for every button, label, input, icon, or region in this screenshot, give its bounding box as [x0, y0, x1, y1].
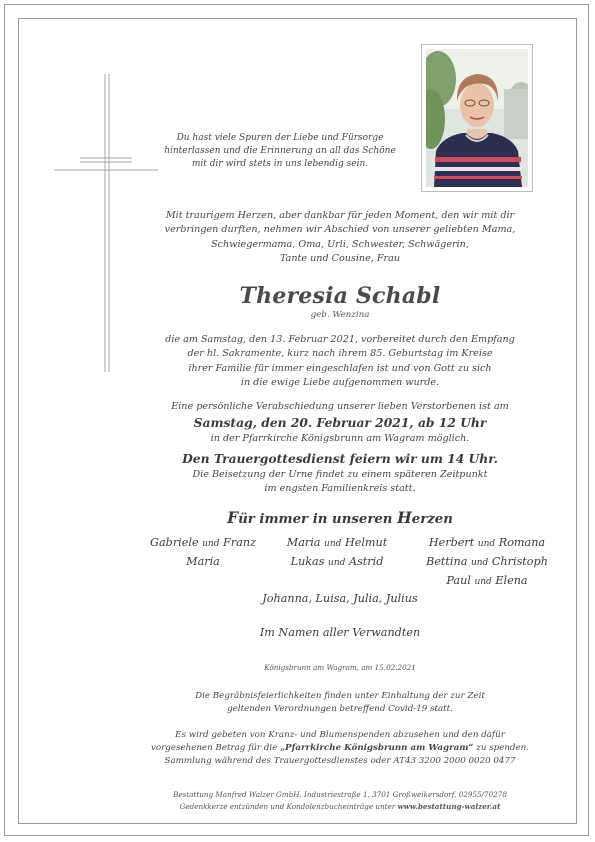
intro-line: Mit traurigem Herzen, aber dankbar für jeden Moment, den wir mit dir	[165, 210, 515, 221]
intro-line: Schwiegermama, Oma, Urli, Schwester, Schwägerin,	[211, 238, 469, 250]
mourner-und: und	[470, 558, 489, 568]
service-title: Den Trauergottesdienst feiern wir um 14 Uhr.	[182, 451, 498, 466]
covid-notice	[140, 690, 540, 716]
mourner-und: und	[328, 558, 346, 568]
mourner-und: und	[202, 539, 220, 549]
burial-line: im engsten Familienkreis statt.	[264, 483, 416, 495]
footer-company: Bestattung Manfred Walzer GmbH, Industriestraße 1, 3701 Großweikersdorf, 02955/70278	[173, 790, 507, 799]
mourners-column-2	[266, 534, 408, 572]
mourner-name: Bettina	[426, 555, 468, 568]
heading-text-2: erzen	[411, 512, 453, 527]
biography-line: der hl. Sakramente, kurz nach ihrem 85. Geburtstag im Kreise	[187, 348, 493, 360]
burial-note	[140, 468, 540, 497]
mourner-name: Lukas	[290, 555, 325, 568]
poem-line: hinterlassen und die Erinnerung an all das Schöne	[164, 145, 396, 156]
mourner-name: Astrid	[348, 555, 384, 568]
poem-line: mit dir wird stets in uns lebendig sein.	[191, 158, 369, 169]
mourner-name: Gabriele	[150, 536, 199, 549]
mourners-column-1	[140, 534, 266, 570]
donation-notice	[120, 729, 560, 768]
donation-line: Sammlung während des Trauergottesdienstes oder AT43 3200 2000 0020 0477	[164, 756, 516, 766]
mourner-und: und	[324, 539, 342, 549]
mourner-name: Franz	[223, 536, 256, 549]
mourner-name: Maria	[286, 536, 321, 549]
donation-recipient: „Pfarrkirche Königsbrunn am Wagram“	[280, 743, 474, 753]
donation-line: Es wird gebeten von Kranz- und Blumenspenden abzusehen und den dafür	[175, 730, 505, 740]
farewell-date: Samstag, den 20. Februar 2021, ab 12 Uhr	[193, 415, 487, 430]
mourner-entry	[408, 553, 566, 572]
mourner-entry	[408, 572, 566, 591]
mourner-name: Herbert	[428, 536, 475, 549]
burial-line: Die Beisetzung der Urne findet zu einem späteren Zeitpunkt	[192, 469, 488, 480]
biography-line: die am Samstag, den 13. Februar 2021, vorbereitet durch den Empfang	[165, 334, 515, 345]
mourner-name: Elena	[495, 574, 528, 587]
mourner-name: Helmut	[344, 536, 388, 549]
heading-text-1: ür immer in unseren	[238, 512, 398, 527]
covid-line: Die Begräbnisfeierlichkeiten finden unter Einhaltung der zur Zeit	[195, 691, 485, 701]
intro-text	[140, 209, 540, 267]
mourner-name: Christoph	[491, 555, 548, 568]
poem-line: Du hast viele Spuren der Liebe und Fürsorge	[176, 133, 384, 143]
grandchildren: Johanna, Luisa, Julia, Julius	[262, 592, 418, 605]
mourner-name: Paul	[446, 574, 471, 587]
footer	[120, 789, 560, 812]
footer-text: Gedenkkerze entzünden und Kondolenzbucheinträge unter	[179, 801, 398, 811]
mourner-name: Maria	[186, 555, 220, 568]
mourner-und: und	[474, 577, 492, 587]
website-link[interactable]: www.bestattung-walzer.at	[397, 801, 501, 811]
place-date: Königsbrunn am Wagram, am 15.02.2021	[264, 663, 416, 672]
biography-line: ihrer Familie für immer eingeschlafen ist und von Gott zu sich	[188, 362, 492, 374]
farewell-intro: Eine persönliche Verabschiedung unserer lieben Verstorbenen ist am	[171, 401, 509, 412]
mourner-entry	[140, 553, 266, 570]
intro-line: verbringen durften, nehmen wir Abschied von unserer geliebten Mama,	[164, 224, 516, 236]
poem	[150, 132, 410, 170]
mourner-entry	[408, 534, 566, 553]
mourners-column-3	[408, 534, 566, 591]
mourner-entry	[266, 553, 408, 572]
mourner-entry	[266, 534, 408, 553]
donation-text: vorgesehenen Betrag für die	[151, 743, 281, 753]
intro-line: Tante und Cousine, Frau	[279, 253, 401, 265]
heading-initial-f: F	[227, 508, 239, 527]
mourner-entry	[140, 534, 266, 553]
farewell-place: in der Pfarrkirche Königsbrunn am Wagram möglich.	[210, 433, 470, 444]
signoff: Im Namen aller Verwandten	[259, 626, 421, 639]
covid-line: geltenden Verordnungen betreffend Covid-19 statt.	[227, 704, 453, 714]
mourner-und: und	[477, 539, 496, 549]
footer-line	[120, 801, 560, 813]
donation-text: zu spenden.	[473, 743, 529, 753]
deceased-name: Theresia Schabl	[239, 283, 441, 309]
biography	[140, 333, 540, 391]
portrait-image	[426, 49, 528, 187]
birth-name: geb. Wenzina	[310, 310, 370, 320]
biography-line: in die ewige Liebe aufgenommen wurde.	[240, 377, 440, 389]
mourner-name: Romana	[498, 536, 546, 549]
heading-initial-h: H	[397, 508, 412, 527]
portrait-photo	[421, 44, 533, 192]
donation-line	[120, 742, 560, 755]
mourners-heading	[140, 508, 540, 527]
